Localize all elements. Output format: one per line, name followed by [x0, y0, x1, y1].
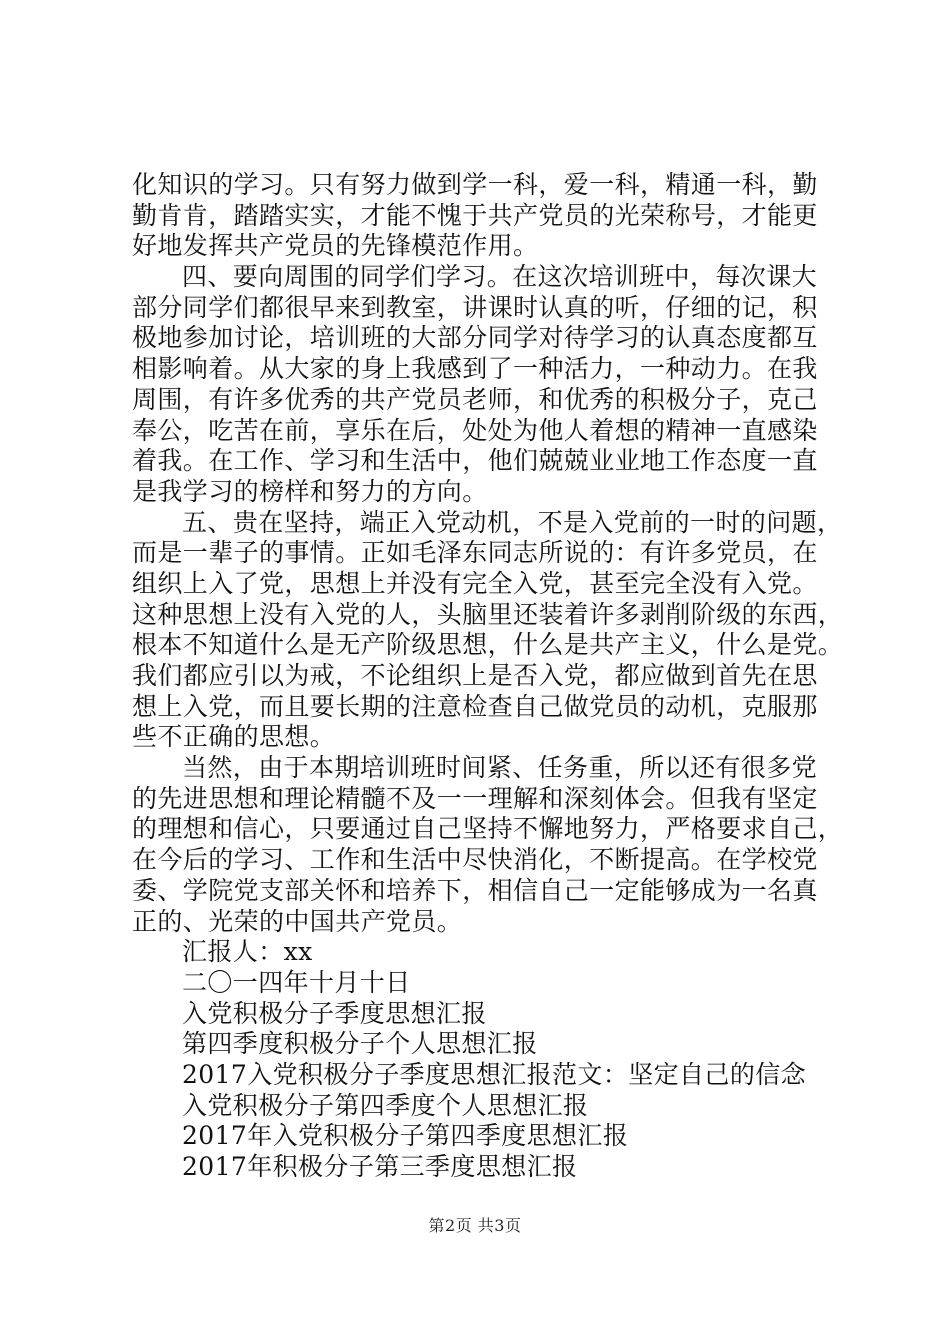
text-line: 奉公，吃苦在前，享乐在后，处处为他人着想的精神一直感染 — [132, 415, 818, 445]
text-line: 是我学习的榜样和努力的方向。 — [132, 476, 488, 506]
text-line: 极地参加讨论，培训班的大部分同学对待学习的认真态度都互 — [132, 323, 818, 353]
related-title: 2017年积极分子第三季度思想汇报 — [182, 1152, 578, 1181]
page-number-footer: 第2页 共3页 — [428, 1216, 522, 1235]
paragraph-start-line: 四、要向周围的同学们学习。在这次培训班中，每次课大 — [182, 262, 818, 292]
text-line: 的理想和信心，只要通过自己坚持不懈地努力，严格要求自己， — [132, 814, 844, 844]
text-line: 勤肯肯，踏踏实实，才能不愧于共产党员的光荣称号，才能更 — [132, 200, 818, 230]
text-line: 的先进思想和理论精髓不及一一理解和深刻体会。但我有坚定 — [132, 783, 818, 813]
text-line: 相影响着。从大家的身上我感到了一种活力，一种动力。在我 — [132, 354, 818, 384]
related-title: 入党积极分子季度思想汇报 — [182, 998, 487, 1028]
text-line: 这种思想上没有入党的人，头脑里还装着许多剥削阶级的东西， — [132, 599, 844, 629]
reporter-line: 汇报人：xx — [182, 937, 313, 967]
document-body — [132, 170, 844, 1183]
text-line: 委、学院党支部关怀和培养下，相信自己一定能够成为一名真 — [132, 875, 818, 905]
text-line: 些不正确的思想。 — [132, 722, 336, 752]
text-line: 部分同学们都很早来到教室，讲课时认真的听，仔细的记，积 — [132, 292, 818, 322]
related-title: 第四季度积极分子个人思想汇报 — [182, 1029, 538, 1059]
related-title: 2017年入党积极分子第四季度思想汇报 — [182, 1121, 629, 1151]
text-line: 根本不知道什么是无产阶级思想，什么是共产主义，什么是党。 — [132, 630, 844, 660]
paragraph-start-line: 当然，由于本期培训班时间紧、任务重，所以还有很多党 — [182, 753, 818, 783]
text-line: 化知识的学习。只有努力做到学一科，爱一科，精通一科，勤 — [132, 170, 818, 199]
paragraph-start-line: 五、贵在坚持，端正入党动机，不是入党前的一时的问题， — [182, 507, 843, 537]
text-line: 我们都应引以为戒，不论组织上是否入党，都应做到首先在思 — [132, 661, 818, 690]
text-line: 而是一辈子的事情。正如毛泽东同志所说的：有许多党员，在 — [132, 538, 818, 568]
related-title: 2017入党积极分子季度思想汇报范文：坚定自己的信念 — [182, 1059, 807, 1089]
text-line: 着我。在工作、学习和生活中，他们兢兢业业地工作态度一直 — [132, 446, 818, 476]
text-line: 在今后的学习、工作和生活中尽快消化，不断提高。在学校党 — [132, 845, 818, 875]
date-line: 二〇一四年十月十日 — [182, 967, 411, 997]
text-line: 正的、光荣的中国共产党员。 — [132, 906, 463, 936]
text-line: 想上入党，而且要长期的注意检查自己做党员的动机，克服那 — [132, 691, 818, 721]
related-title: 入党积极分子第四季度个人思想汇报 — [182, 1090, 589, 1120]
text-line: 好地发挥共产党员的先锋模范作用。 — [132, 231, 539, 261]
text-line: 周围，有许多优秀的共产党员老师，和优秀的积极分子，克己 — [132, 384, 818, 414]
text-line: 组织上入了党，思想上并没有完全入党，甚至完全没有入党。 — [132, 568, 818, 598]
